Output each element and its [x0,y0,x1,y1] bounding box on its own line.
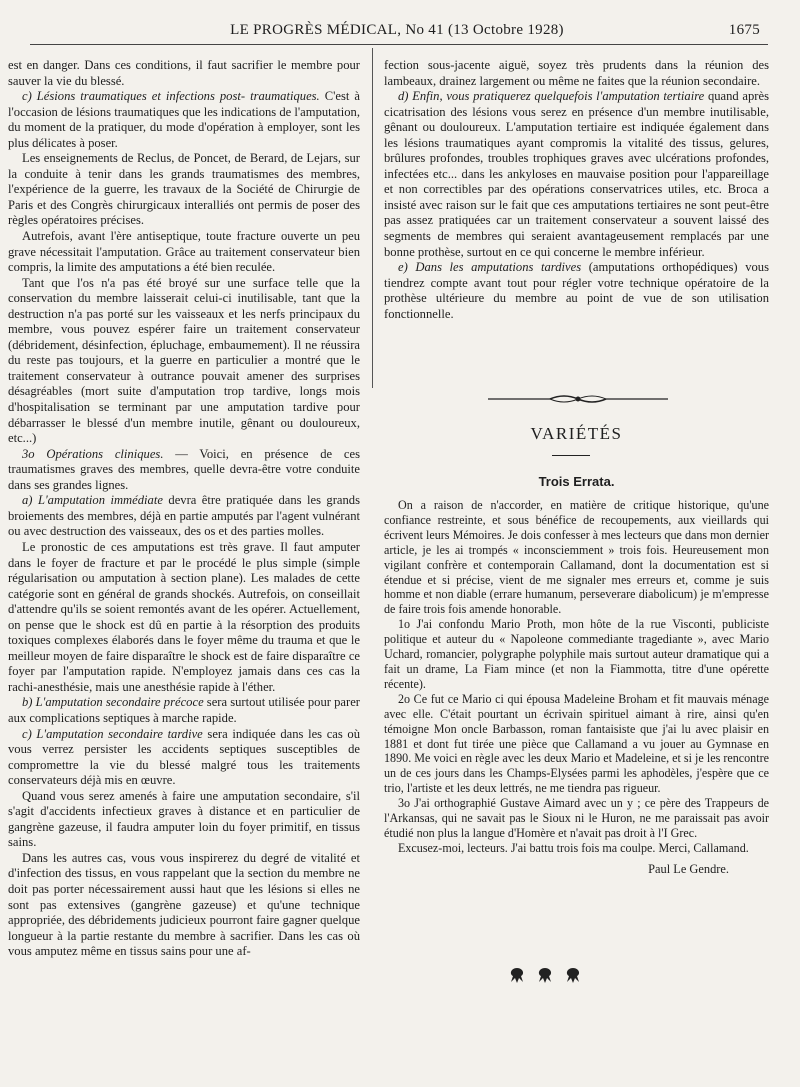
journal-title: LE PROGRÈS MÉDICAL, No 41 (13 Octobre 1928) [230,22,564,38]
fleuron-ornament [505,965,585,985]
ornament-divider [488,392,668,406]
paragraph-lead: e) Dans les amputations tardives [398,260,582,275]
paragraph [384,692,769,796]
article-title: Trois Errata. [538,474,615,489]
paragraph-lead: a) L'amputation immédiate [22,493,163,508]
paragraph [384,796,769,841]
errata-article [384,498,769,877]
paragraph-text: sera indiquée dans les cas où vous verrez persister les accidents septiques susceptibles de compromettre la vie du blessé malgré tous les traitements conservateurs déjà mis en œuvre. [8,726,361,788]
paragraph-text: fection sous-jacente aiguë, soyez très prudents dans la réunion des lambeaux, drainez largement ou même ne faites que la réunion secondaire. [384,58,769,88]
title-rule [552,455,590,456]
paragraph-text: Autrefois, avant l'ère antiseptique, toute fracture ouverte un peu grave nécessitait l'amputation. Grâce au traitement conservateur bien compris, la limite des amputations a été bien reculée. [8,229,360,275]
paragraph [384,841,769,856]
right-column [384,58,769,322]
paragraph [8,851,360,960]
paragraph-text: Quand vous serez amenés à faire une amputation secondaire, s'il s'agit d'accidents infectieux graves à distance et en particulier de gangrène gazeuse, il faudra amputer loin du foyer primitif, en tissus sains. [8,788,360,850]
paragraph-lead: c) L'amputation secondaire tardive [22,726,203,741]
paragraph-lead: c) Lésions traumatiques et infections post- traumatiques. [22,89,320,104]
paragraph-text: 1o J'ai confondu Mario Proth, mon hôte de la rue Visconti, publiciste politique et auteur du « Napoleone commediante tragediante », avec Mario Uchard, romancier, polygraphe polyphile mais surtout auteur dramatique qui a fait un drame, La Fiam mince (et non la Fiammotta, titre d'une opérette récente). [384,617,769,691]
paragraph [8,229,360,276]
paragraph [384,89,769,260]
paragraph-text: C'est à l'occasion de lésions traumatiques que les indications de l'amputation, du moment de la pratiquer, du mode d'opération à employer, sont les plus délicates à poser. [8,89,361,150]
paragraph [8,447,360,494]
paragraph [8,89,360,151]
paragraph-text: Les enseignements de Reclus, de Poncet, de Berard, de Lejars, sur la conduite à tenir dans les grands traumatismes des membres, l'expérience de la guerre, les travaux de la Société de Chirurgie de Paris et des Congrès chirurgicaux interalliés ont permis de poser des règles opératoires précises. [8,151,360,228]
paragraph [384,498,769,617]
signature: Paul Le Gendre. [648,861,729,876]
paragraph-text: sera surtout utilisée pour parer aux complications septiques à marche rapide. [8,695,360,725]
left-column [8,58,360,960]
paragraph [8,58,360,89]
paragraph [384,58,769,89]
header-rule [30,44,768,45]
paragraph-text: 2o Ce fut ce Mario ci qui épousa Madeleine Broham et fit mauvais ménage avec elle. C'était pourtant un écrivain spirituel aimant à rire, ainsi qu'en témoigne Mon oncle Barbasson, roman fantaisiste que j'ai lu avec plaisir en 1881 et dont fut tirée une pièce que Callamand a vu jouer au Gymnase en 1890. Me voici en règle avec les deux Mario et Madeleine, et si je les rencontre un de ces jours dans les Champs-Elysées parmi les aphodèles, j'espère que ce trio, l'artiste et les deux lettrés, ne me tiendra pas rigueur. [384,691,769,796]
paragraph-text: (amputations orthopédiques) vous tiendrez compte avant tout pour régler votre technique opératoire de la prothèse ultérieure du membre au point de vue de son utilisation fonctionnelle. [384,260,769,321]
paragraph-text: Le pronostic de ces amputations est très grave. Il faut amputer dans le foyer de fracture et par le procédé le plus simple (simple régularisation ou amputation à section plane). Les malades de cette catégorie sont en général de grands shockés. Autrefois, on conseillait d'attendre qu'ils se soient remontés avant de les opérer. Actuellement, on pense que le shock est dû en partie à la résorption des produits toxiques complexes élaborés dans le foyer même du trauma et que le meilleur moyen de faire disparaître le shock est de faire disparaître ce foyer par l'amputation rapide. N'employez jamais dans ces cas la rachi-anesthésie, mais une anesthésie rapide à l'éther. [8,539,360,694]
paragraph [8,493,360,540]
paragraph-text: On a raison de n'accorder, en matière de critique historique, qu'une confiance restreinte, et sous bénéfice de recoupements, aux vieillards qui écrivent leurs Mémoires. Je dois confesser à mes lecteurs que dans mon dernier article, je les ai trompés « inconsciemment » trois fois. Heureusement mon vigilant confrère et contemporain Callamand, dont la documentation est si étendue et si précise, vient de me signaler mes erreurs et, comme je suis homme et non diable (errare humanum, perseverare diabolicum) je m'empresse de faire trois fois amende honorable. [384,498,769,617]
running-header [34,22,760,40]
paragraph-text: est en danger. Dans ces conditions, il faut sacrifier le membre pour sauver la vie du blessé. [8,58,360,88]
errata-body [384,498,769,856]
paragraph [8,276,360,447]
paragraph-text: 3o J'ai orthographié Gustave Aimard avec un y ; ce père des Trappeurs de l'Arkansas, qui ne savait pas le Sioux ni le Huron, ne me paraissait pas avoir étudié non plus la langue d'Homère et n'avait pas droit à l'I Grec. [384,796,769,840]
paragraph-text: quand après cicatrisation des lésions vous serez en présence d'un membre inutilisable, gênant ou douloureux. L'amputation tertiaire est indiquée également dans les lésions traumatiques ayant compromis la vitalité des tissus, gelures, brûlures profondes, troubles trophiques graves avec ulcérations profondes, infectées etc... dans les ankyloses en mauvaise position pour l'appareillage et non correctibles par des opérations conservatrices utiles, etc. Broca a insisté avec raison sur le fait que ces amputations tertiaires ne sont peut-être pas assez pratiquées car un traitement conservateur a souvent laissé des segments de membres qui seraient avantageusement remplacés par une bonne prothèse, surtout en ce qui concerne le membre inférieur. [384,89,769,259]
paragraph-text: Excusez-moi, lecteurs. J'ai battu trois fois ma coulpe. Merci, Callamand. [398,840,749,855]
paragraph [384,617,769,692]
paragraph [8,151,360,229]
paragraph-text: devra être pratiquée dans les grands broiements des membres, déjà en partie amputés par l'agent vulnérant ou avec destruction des vaisseaux, des os et des parties molles. [8,493,360,539]
column-divider [372,48,373,388]
paragraph [8,727,360,789]
paragraph-lead: 3o Opérations cliniques. [22,446,164,461]
paragraph-text: — Voici, en présence de ces traumatismes graves des membres, quelle devra-être votre conduite dans ses grandes lignes. [8,446,360,492]
page-number: 1675 [728,22,760,38]
paragraph [8,695,360,726]
paragraph [8,789,360,851]
section-title: VARIÉTÉS [530,424,623,443]
paragraph-text: Dans les autres cas, vous vous inspirerez du degré de vitalité et d'infection des tissus, en vous rappelant que la section du membre ne doit pas porter nécessairement aussi haut que les lésions si elles ne sont pas extensives (gangrène gazeuse) et qu'une technique appropriée, des débridements judicieux pourront faire gagner quelque longueur à la partie restante du membre à sacrifier. Dans les cas où vous amputez même en tissus sains pour une af- [8,850,360,959]
paragraph-lead: b) L'amputation secondaire précoce [22,695,204,710]
paragraph-lead: d) Enfin, vous pratiquerez quelquefois l'amputation tertiaire [398,89,705,104]
paragraph-text: Tant que l'os n'a pas été broyé sur une surface telle que la conservation du membre laisserait celui-ci inutilisable, tant que la destruction n'a pas porté sur les vaisseaux et les nerfs principaux du membre, vous pouvez espérer faire un traitement conservateur (débridement, désinfection, épluchage, embaumement). Il ne réussira du reste pas toujours, et la guerre en particulier a montré que le traitement conservateur à outrance pouvait amener des surprises désagréables (mort suite d'amputation trop tardive, longs mois d'hospitalisation se terminant par une amputation tardive pour débarrasser le blessé d'un membre inutile, gênant ou douloureux, etc...) [8,275,360,446]
paragraph [384,260,769,322]
paragraph [8,540,360,695]
